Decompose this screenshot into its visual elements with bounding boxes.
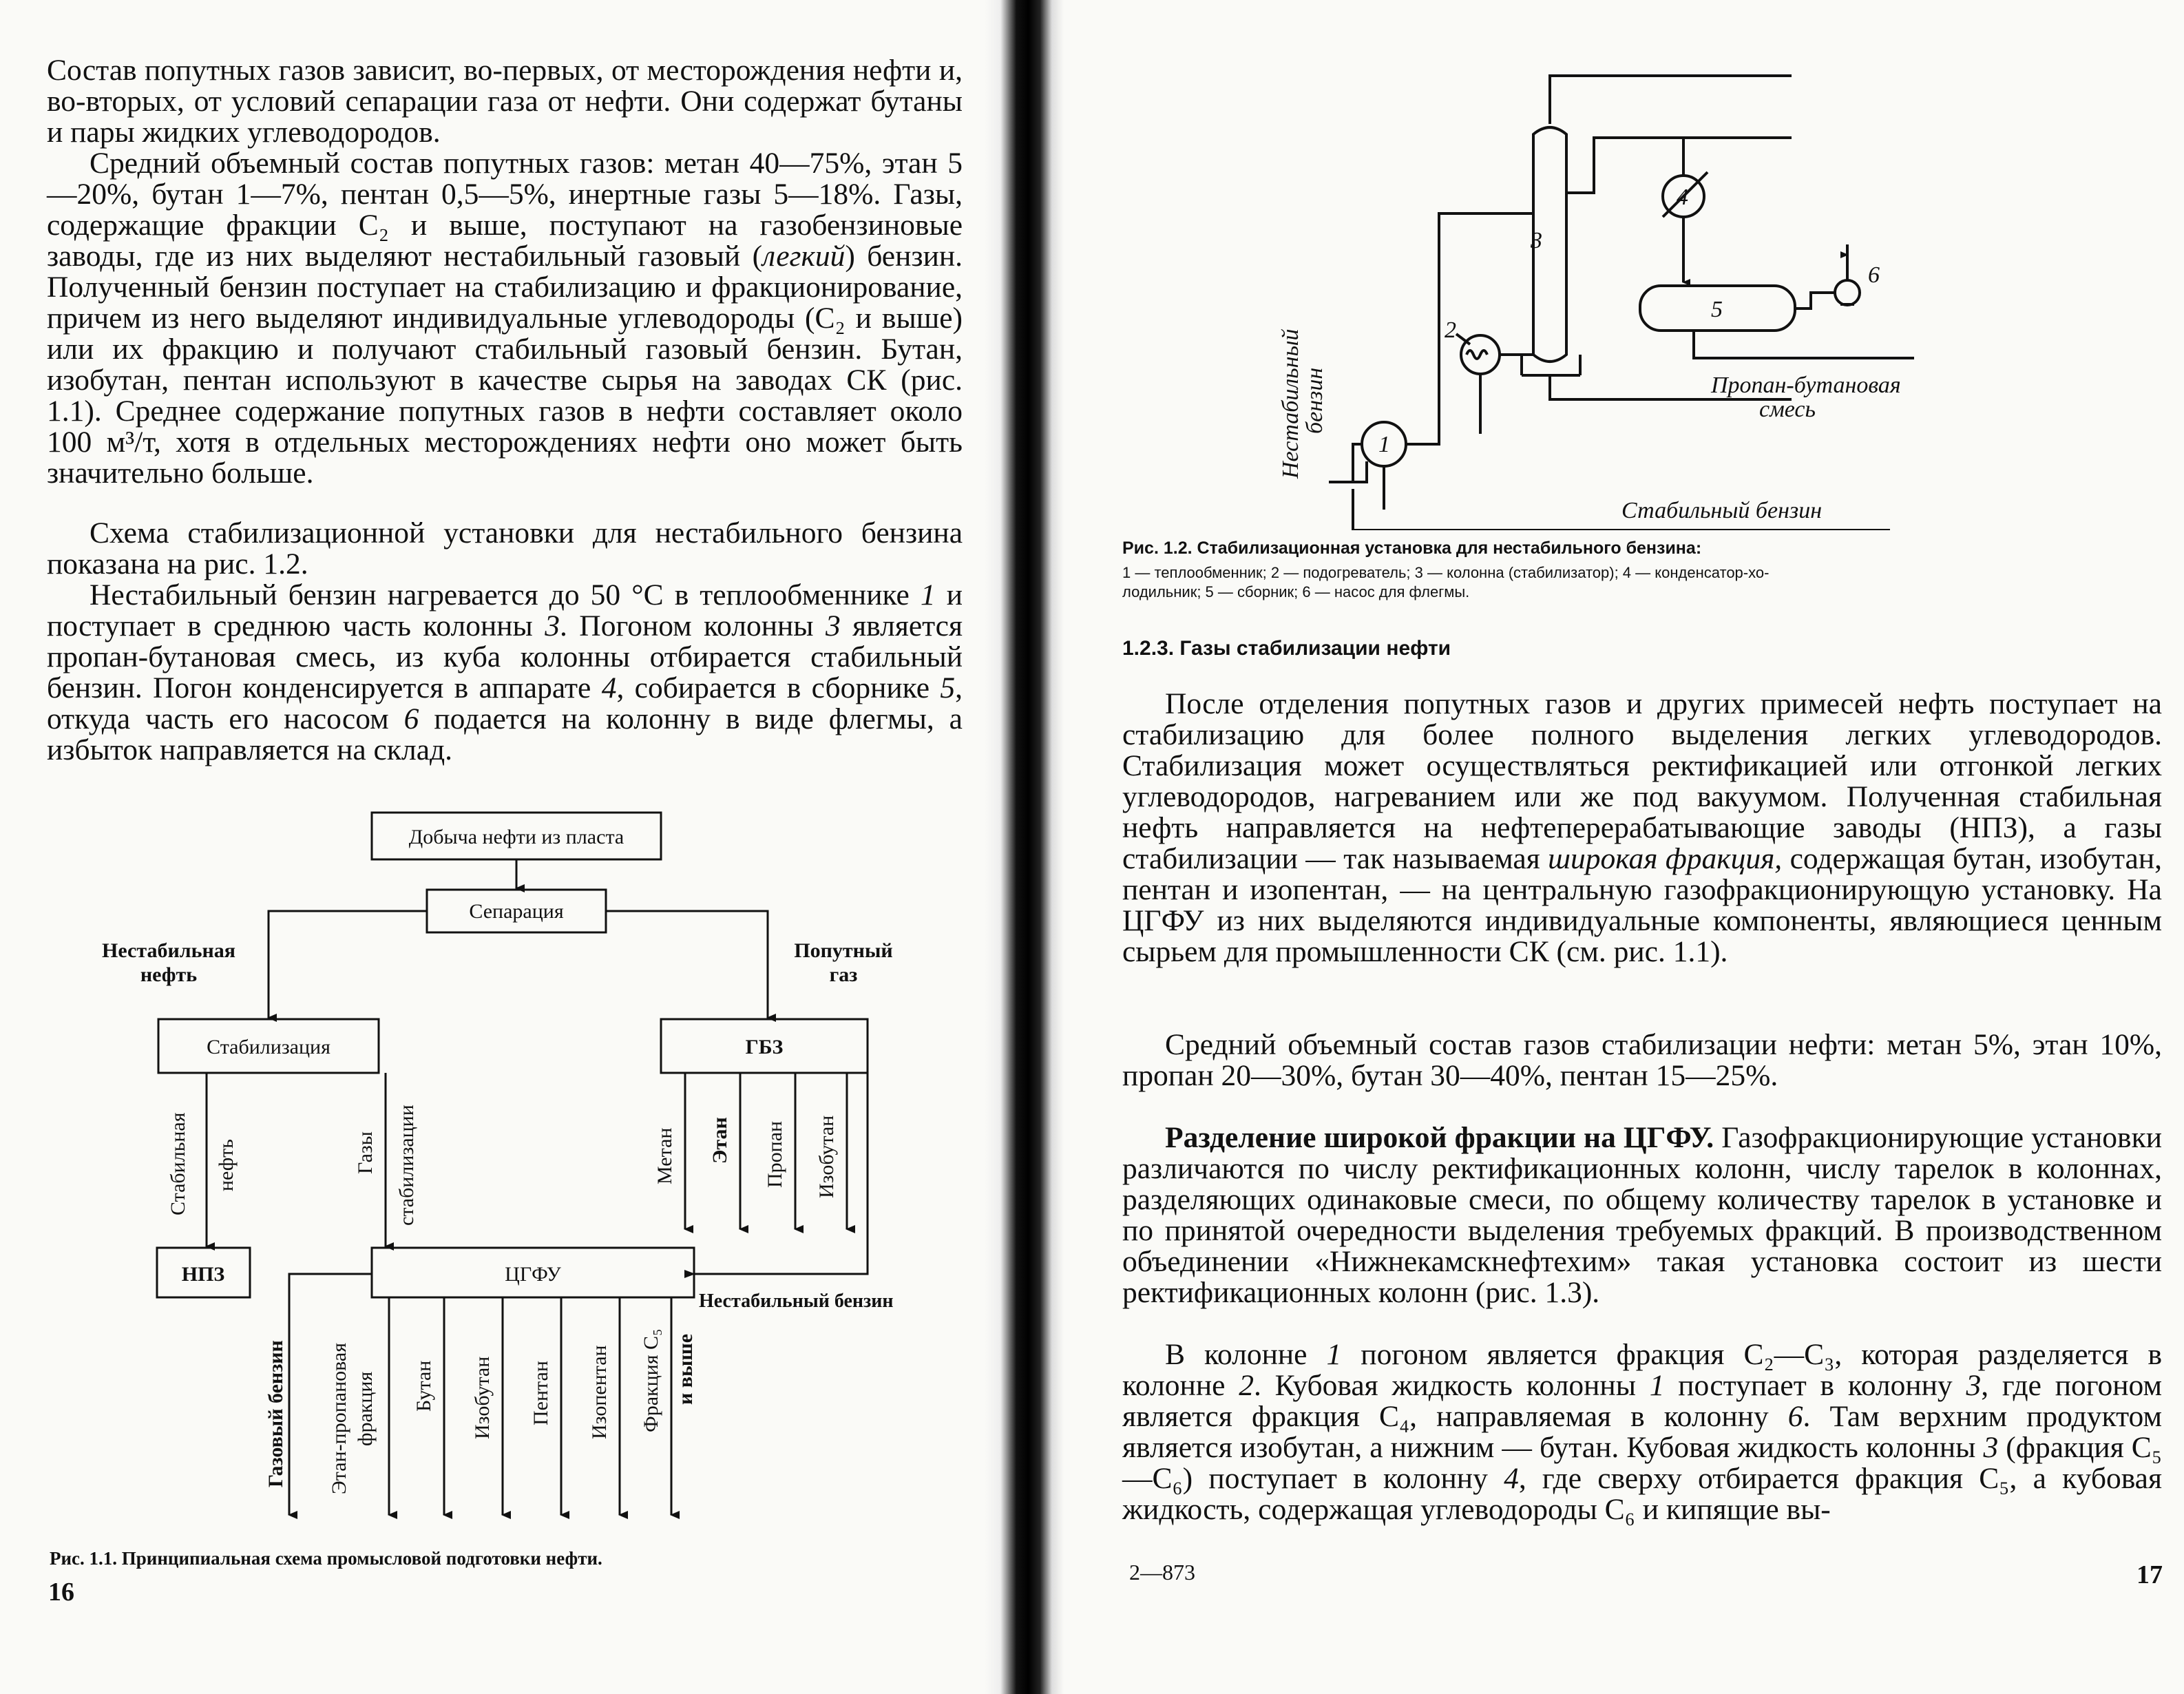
label-propane: Пропан bbox=[764, 1120, 786, 1188]
label-ethane: Этан bbox=[708, 1117, 731, 1164]
label-unstable-gasoline-2: бензин bbox=[1302, 367, 1327, 434]
label-butane: Бутан bbox=[412, 1360, 435, 1412]
fig2-num-3: 3 bbox=[1531, 228, 1542, 253]
figure-1-1-caption: Рис. 1.1. Принципиальная схема промысловой подготовки нефти. bbox=[50, 1548, 602, 1569]
pump-6-shape bbox=[1835, 280, 1860, 305]
label-assoc-gas-2: газ bbox=[829, 963, 858, 986]
fig2-num-4: 4 bbox=[1677, 185, 1688, 210]
fig2-num-2: 2 bbox=[1445, 317, 1456, 343]
label-gases-2: стабилизации bbox=[395, 1105, 418, 1226]
left-paragraph-2: Средний объемный состав попутных газов: метан 40—75%, этан 5—20%, бутан 1—7%, пентан 0,5—5%, инертные газы 5—18%. Газы, содержащие фракции С₂ и выше, поступают на газобензиновые заводы, где из них выделяют нестабильный газовый (легкий) бензин. Полученный бензин поступает на стабилизацию и фракционирование, причем из него выделяют индивидуальные углеводороды (С₂ и выше) или их фракцию и получают стабильный газовый бензин. Бутан, изобутан, пентан используют в качестве сырья на заводах СК (рис. 1.1). Среднее содержание попутных газов в нефти составляет около 100 м³/т, хотя в отдельных месторождениях нефти оно может быть значительно больше. bbox=[47, 147, 963, 490]
label-stable-oil-1: Стабильная bbox=[167, 1112, 189, 1215]
box-npz-label: НПЗ bbox=[181, 1263, 225, 1286]
label-propane-butane-2: смесь bbox=[1759, 397, 1816, 422]
signature-mark: 2—873 bbox=[1129, 1560, 1195, 1585]
label-unstable-gasoline-1: Нестабильный bbox=[1278, 328, 1303, 479]
box-gbz-label: ГБЗ bbox=[745, 1036, 784, 1058]
box-separation-label: Сепарация bbox=[469, 900, 564, 923]
right-paragraph-4: В колонне 1 погоном является фракция С₂—С₃, которая разделяется в колонне 2. Кубовая жидкость колонны 1 поступает в колонну 3, где погоном является фракция С₄, направляемая в колонну 6. Там верхним продуктом является изобутан, а нижним — бутан. Кубовая жидкость колонны 3 (фракция С₅—С₆) поступает в колонну 4, где сверху отбирается фракция С₅, а кубовая жидкость, содержащая углеводороды С₆ и кипящие вы- bbox=[1122, 1338, 2163, 1526]
page-number-left: 16 bbox=[48, 1578, 74, 1607]
label-methane: Метан bbox=[653, 1127, 676, 1184]
label-gases-1: Газы bbox=[354, 1131, 377, 1174]
figure-1-2-legend-line-1: 1 — теплообменник; 2 — подогреватель; 3 — колонна (стабилизатор); 4 — конденсатор-хо- bbox=[1122, 564, 1770, 581]
label-assoc-gas-1: Попутный bbox=[794, 939, 893, 962]
left-paragraph-3: Схема стабилизационной установки для нестабильного бензина показана на рис. 1.2. bbox=[47, 516, 963, 581]
label-unstable-gasoline: Нестабильный бензин bbox=[699, 1290, 894, 1312]
figure-1-1-flowchart bbox=[0, 799, 985, 1570]
label-c5-1: Фракция С₅ bbox=[640, 1328, 662, 1432]
figure-1-2-legend-line-2: лодильник; 5 — сборник; 6 — насос для флегмы. bbox=[1122, 583, 1470, 600]
left-page bbox=[0, 0, 985, 1694]
label-isopentane: Изопентан bbox=[588, 1345, 611, 1439]
fig2-num-6: 6 bbox=[1868, 262, 1880, 288]
label-pentane: Пентан bbox=[529, 1361, 552, 1425]
right-page bbox=[1064, 0, 2184, 1694]
label-unstable-oil-1: Нестабильная bbox=[102, 939, 235, 962]
box-stabilization-label: Стабилизация bbox=[207, 1036, 330, 1058]
right-paragraph-3: Разделение широкой фракции на ЦГФУ. Газофракционирующие установки различаются по числу ректификационных колонн, числу тарелок в колоннах, разделяющих одинаковые смеси, по общему количеству тарелок в установке и по принятой очередности выделения требуемых фракций. В производственном объединении «Нижнекамскнефтехим» такая установка состоит из шести ректификационных колонн (рис. 1.3). bbox=[1122, 1121, 2162, 1309]
left-paragraph-4: Нестабильный бензин нагревается до 50 °С в теплообменнике 1 и поступает в среднюю часть колонны 3. Погоном колонны 3 является пропан-бутановая смесь, из куба колонны отбирается стабильный бензин. Погон конденсируется в аппарате 4, собирается в сборнике 5, откуда часть его насосом 6 подается на колонну в виде флегмы, а избыток направляется на склад. bbox=[47, 578, 963, 766]
label-ethane-propane-1: Этан-пропановая bbox=[328, 1342, 350, 1494]
label-stable-oil-2: нефть bbox=[215, 1139, 238, 1191]
right-paragraph-2: Средний объемный состав газов стабилизации нефти: метан 5%, этан 10%, пропан 20—30%, бутан 30—40%, пентан 15—25%. bbox=[1122, 1028, 2162, 1092]
label-unstable-oil-2: нефть bbox=[140, 963, 198, 986]
label-isobutane: Изобутан bbox=[815, 1115, 838, 1198]
label-stable-gasoline: Стабильный бензин bbox=[1621, 498, 1823, 523]
book-spine bbox=[985, 0, 1064, 1694]
label-c5-2: и выше bbox=[674, 1333, 697, 1405]
box-oil-extraction-label: Добыча нефти из пласта bbox=[408, 826, 624, 848]
box-cgfu-label: ЦГФУ bbox=[505, 1263, 561, 1286]
label-propane-butane-1: Пропан-бутановая bbox=[1711, 373, 1901, 398]
fig2-num-5: 5 bbox=[1711, 297, 1723, 322]
label-gas-gasoline: Газовый бензин bbox=[264, 1340, 287, 1487]
right-paragraph-1: После отделения попутных газов и других примесей нефть поступает на стабилизацию для более полного выделения легких углеводородов. Стабилизация может осуществляться ректификацией или отгонкой легких углеводородов, нагреванием или же под вакуумом. Полученная стабильная нефть направляется на нефтеперерабатывающие заводы (НПЗ), а газы стабилизации — так называемая широкая фракция, содержащая бутан, изобутан, пентан и изопентан, — на центральную газофракционирующую установку. На ЦГФУ из них выделяются индивидуальные компоненты, являющиеся ценным сырьем для промышленности СК (см. рис. 1.1). bbox=[1122, 687, 2162, 968]
figure-1-2-stabilization-unit bbox=[1064, 48, 2184, 530]
page-number-right: 17 bbox=[2136, 1560, 2163, 1589]
section-title: 1.2.3. Газы стабилизации нефти bbox=[1122, 637, 1451, 660]
label-isobutane-2: Изобутан bbox=[471, 1356, 494, 1439]
fig2-num-1: 1 bbox=[1378, 432, 1390, 457]
label-ethane-propane-2: фракция bbox=[354, 1371, 377, 1446]
left-paragraph-1: Состав попутных газов зависит, во-первых, от месторождения нефти и, во-вторых, от условий сепарации газа от нефти. Они содержат бутаны и пары жидких углеводородов. bbox=[47, 54, 963, 149]
figure-1-2-caption: Рис. 1.2. Стабилизационная установка для нестабильного бензина: bbox=[1122, 538, 1702, 558]
